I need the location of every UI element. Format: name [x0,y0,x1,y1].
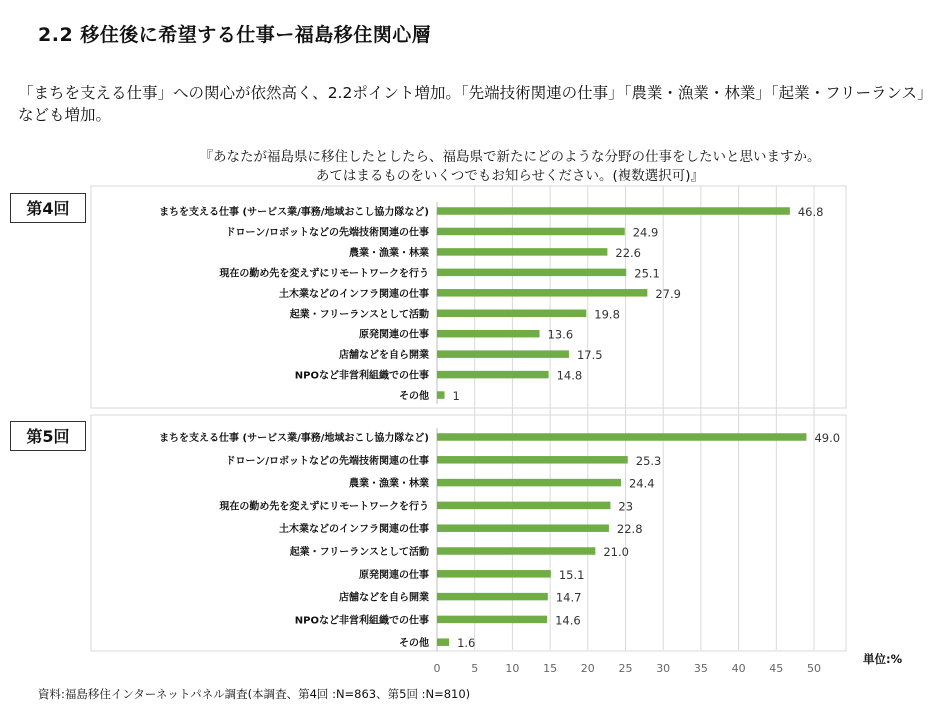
category-label: 現在の勤め先を変えずにリモートワークを行う [219,501,429,513]
category-label: まちを支える仕事 (サービス業/事務/地域おこし協力隊など) [159,207,429,218]
value-label: 14.8 [556,368,583,383]
value-label: 21.0 [603,545,629,559]
section-title: 2.2 移住後に希望する仕事ー福島移住関心層 [38,24,432,46]
x-tick-label: 45 [769,662,784,675]
value-label: 27.9 [655,286,681,301]
category-label: NPOなど非営利組織での仕事 [294,370,429,382]
round-4-label: 第4回 [10,193,86,223]
x-tick-label: 10 [505,662,520,675]
value-label: 13.6 [547,327,574,342]
bar [437,207,790,215]
category-label: その他 [399,638,429,650]
bar [437,269,626,277]
category-label: ドローン/ロボットなどの先端技術関連の仕事 [225,455,429,467]
category-label: 現在の勤め先を変えずにリモートワークを行う [219,268,429,280]
value-label: 17.5 [576,348,603,363]
bar [437,479,621,487]
bar [437,456,628,464]
x-tick-label: 20 [580,662,595,675]
bar [437,593,548,601]
value-label: 25.1 [634,266,660,281]
category-label: NPOなど非営利組織での仕事 [294,615,429,627]
category-label: その他 [399,391,429,403]
category-label: まちを支える仕事 (サービス業/事務/地域おこし協力隊など) [159,433,429,444]
category-label: 原発関連の仕事 [359,329,429,341]
category-label: 農業・漁業・林業 [349,247,429,259]
x-tick-label: 0 [433,662,441,675]
source-note: 資料:福島移住インターネットパネル調査(本調査、第4回 :N=863、第5回 :N=810) [38,687,471,701]
bar [437,350,569,358]
round-5-label: 第5回 [10,421,86,451]
bar [437,524,609,532]
value-label: 24.4 [628,476,655,491]
x-tick-label: 35 [693,662,708,675]
bar [437,433,806,441]
category-label: 農業・漁業・林業 [349,478,429,490]
category-label: 店舗などを自ら開業 [339,592,429,604]
bar [437,638,449,646]
value-label: 25.3 [635,453,662,468]
value-label: 23 [618,499,634,514]
x-tick-label: 30 [656,662,671,675]
question-line-1: 『あなたが福島県に移住したとしたら、福島県で新たにどのような分野の仕事をしたいと思いますか。 [199,149,821,165]
unit-label: 単位:% [863,652,903,666]
x-tick-label: 5 [471,662,479,675]
value-label: 14.6 [555,613,581,628]
bar [437,502,610,510]
bar [437,330,540,338]
panel-frame-round-5 [91,415,846,651]
bar [437,248,607,256]
bar [437,570,551,578]
x-tick-label: 25 [618,662,633,675]
bar [437,228,625,236]
category-label: 起業・フリーランスとして活動 [289,547,429,558]
value-label: 15.1 [558,567,585,582]
bar [437,289,647,297]
x-axis [434,662,822,675]
value-label: 49.0 [814,431,841,445]
bar [437,391,445,399]
category-label: 原発関連の仕事 [359,569,429,581]
category-label: 起業・フリーランスとして活動 [289,309,429,321]
value-label: 14.7 [555,590,582,605]
value-label: 24.9 [632,225,659,240]
value-label: 1.6 [457,636,476,651]
bar [437,547,595,555]
value-label: 19.8 [594,307,620,322]
panel-round-4 [91,186,846,408]
value-label: 22.8 [616,522,643,537]
question-line-2: あてはまるものをいくつでもお知らせください。(複数選択可)』 [315,168,705,184]
x-tick-label: 50 [807,662,821,675]
category-label: 土木業などのインフラ関連の仕事 [279,288,429,300]
value-label: 46.8 [797,205,824,219]
x-tick-label: 40 [731,662,746,675]
panel-round-5 [91,415,846,651]
bar [437,310,586,318]
category-label: 店舗などを自ら開業 [339,350,429,362]
value-label: 22.6 [615,245,642,260]
category-label: 土木業などのインフラ関連の仕事 [279,524,429,536]
bar [437,371,549,379]
bar [437,616,547,624]
value-label: 1 [452,389,460,404]
x-tick-label: 15 [543,662,558,675]
lead-text: 「まちを支える仕事」への関心が依然高く、2.2ポイント増加。「先端技術関連の仕事」「農業・漁業・林業」「起業・フリーランス」なども増加。 [18,84,933,124]
category-label: ドローン/ロボットなどの先端技術関連の仕事 [225,227,429,239]
